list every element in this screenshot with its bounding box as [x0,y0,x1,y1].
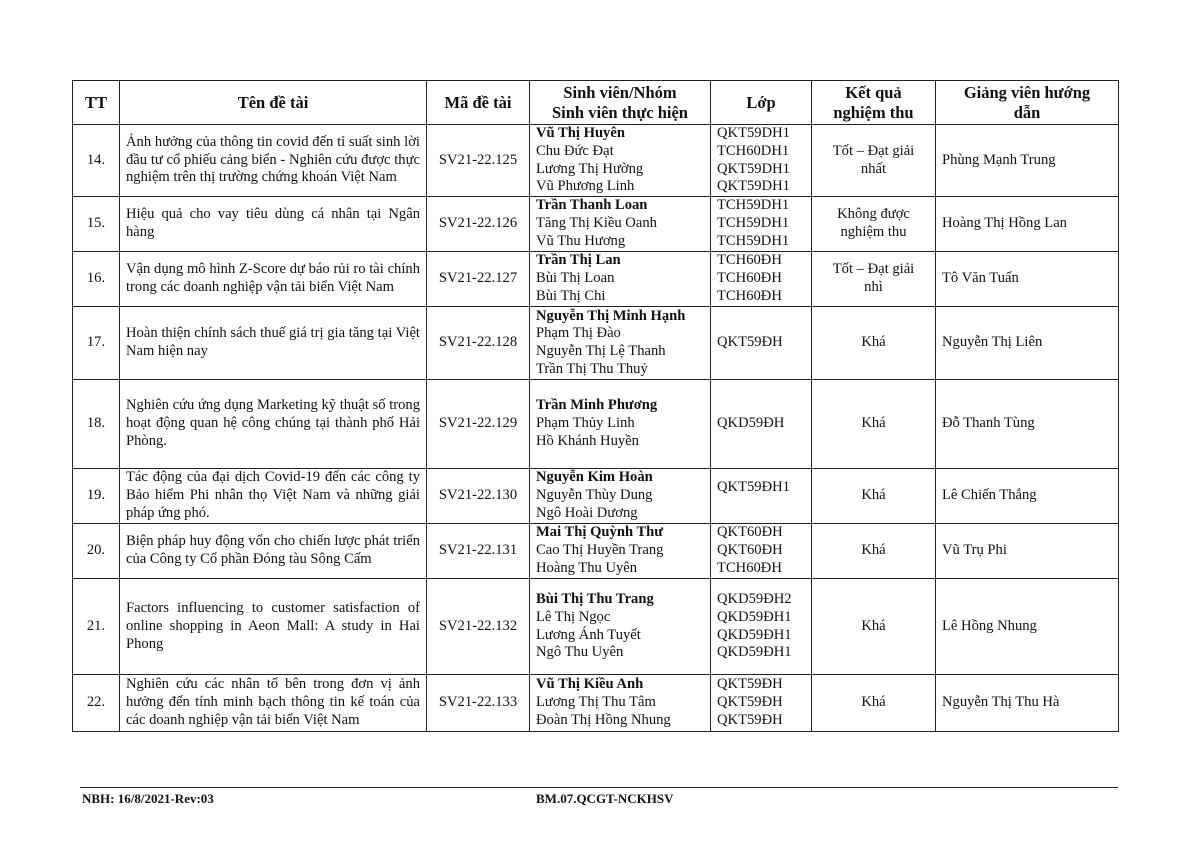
table-row [73,307,1119,380]
result-text: Khá [861,694,886,711]
table-row [73,675,1119,732]
student-member: Nguyễn Thị Lệ Thanh [536,343,666,360]
result [812,380,936,469]
class-code: QKT59DH1 [717,178,790,195]
student-leader: Vũ Thị Kiều Anh [536,676,644,693]
result-text: Khá [861,487,886,504]
student-leader: Trần Minh Phương [536,397,658,414]
footer-rule [80,787,1118,788]
student-member: Bùi Thị Chi [536,288,606,305]
student-list [530,197,711,252]
class-code: QKD59ĐH1 [717,644,792,661]
topic-title: Ảnh hưởng của thông tin covid đến tỉ suất sinh lời đầu tư cổ phiếu cảng biển - Nghiên cứu được thực nghiệm trên thị trường chứng khoán Việt Nam [120,125,427,197]
topic-code: SV21-22.132 [427,579,530,675]
student-leader: Trần Thanh Loan [536,197,648,214]
table-row [73,125,1119,197]
class-code: TCH59DH1 [717,233,790,250]
header-row [73,81,1119,125]
class-code: QKT59DH1 [717,160,790,177]
student-member: Đoàn Thị Hồng Nhung [536,712,671,729]
student-leader: Nguyễn Thị Minh Hạnh [536,307,686,324]
class-list [711,675,812,732]
class-list [711,197,812,252]
advisor: Phùng Mạnh Trung [936,125,1119,197]
header-ten-de-tai: Tên đề tài [120,81,427,125]
class-list [711,524,812,579]
table-row [73,579,1119,675]
advisor: Tô Văn Tuấn [936,252,1119,307]
topic-title: Factors influencing to customer satisfaction of online shopping in Aeon Mall: A study in Hai Phong [120,579,427,675]
class-code: QKT60ĐH [717,542,783,559]
result-text: Tốt – Đạt giải nhất [832,142,915,177]
student-member: Lương Ánh Tuyết [536,626,641,643]
header-ket-qua-line1: Kết quả [845,83,902,102]
advisor: Lê Hồng Nhung [936,579,1119,675]
class-code: QKT59DH1 [717,125,790,141]
footer-revision: NBH: 16/8/2021-Rev:03 [82,791,214,806]
class-list [711,469,812,524]
student-member: Tăng Thị Kiều Oanh [536,215,657,232]
class-code: QKT59ĐH [717,694,783,711]
result [812,579,936,675]
class-code: QKT59ĐH [717,712,783,729]
topic-code: SV21-22.129 [427,380,530,469]
result-text: Khá [861,415,886,432]
result [812,252,936,307]
row-number: 19. [73,469,120,524]
topic-code: SV21-22.128 [427,307,530,380]
student-member: Phạm Thị Đào [536,325,621,342]
topic-title: Vận dụng mô hình Z-Score dự báo rủi ro tài chính trong các doanh nghiệp vận tải biển Việt Nam [120,252,427,307]
student-member: Trần Thị Thu Thuỷ [536,360,648,377]
result-text: Khá [861,542,886,559]
result [812,469,936,524]
header-ket-qua-line2: nghiệm thu [833,102,914,122]
header-sinh-vien-line2: Sinh viên thực hiện [552,102,688,122]
class-code: TCH59DH1 [717,215,790,232]
student-member: Ngô Thu Uyên [536,644,624,661]
class-code: TCH60ĐH [717,252,782,269]
class-code: TCH60ĐH [717,288,782,305]
result-text: Khá [861,617,886,634]
student-member: Vũ Phương Linh [536,178,635,195]
student-member: Vũ Thu Hương [536,233,626,250]
class-code: QKD59ĐH [717,415,785,432]
class-list [711,307,812,380]
student-member: Hồ Khánh Huyền [536,433,639,450]
header-sinh-vien-line1: Sinh viên/Nhóm [563,83,677,102]
class-code: TCH59DH1 [717,197,790,214]
student-list [530,675,711,732]
student-list [530,524,711,579]
table-row [73,197,1119,252]
class-code: QKT60ĐH [717,524,783,541]
advisor: Vũ Trụ Phi [936,524,1119,579]
topic-title: Nghiên cứu các nhân tố bên trong đơn vị ảnh hưởng đến tính minh bạch thông tin kế toán của các doanh nghiệp vận tải biển Việt Nam [120,675,427,732]
student-member: Nguyễn Thùy Dung [536,487,653,504]
class-code: QKT59ĐH1 [717,479,790,496]
advisor: Nguyễn Thị Liên [936,307,1119,380]
header-ket-qua [812,81,936,125]
header-giang-vien-line2: dẫn [1013,102,1041,122]
topic-code: SV21-22.127 [427,252,530,307]
student-member: Lương Thị Hường [536,160,644,177]
topic-code: SV21-22.125 [427,125,530,197]
class-code: QKT59ĐH [717,676,783,693]
topic-title: Nghiên cứu ứng dụng Marketing kỹ thuật số trong hoạt động quan hệ công chúng tại thành phố Hải Phòng. [120,380,427,469]
row-number: 20. [73,524,120,579]
topic-code: SV21-22.126 [427,197,530,252]
table-body [73,125,1119,732]
class-code: QKD59ĐH1 [717,608,792,625]
row-number: 18. [73,380,120,469]
student-member: Cao Thị Huyền Trang [536,542,664,559]
row-number: 14. [73,125,120,197]
result [812,125,936,197]
student-list [530,125,711,197]
row-number: 22. [73,675,120,732]
student-leader: Mai Thị Quỳnh Thư [536,524,664,541]
row-number: 17. [73,307,120,380]
topic-title: Biện pháp huy động vốn cho chiến lược phát triển của Công ty Cổ phần Đóng tàu Sông Cấm [120,524,427,579]
class-code: QKT59ĐH [717,334,783,351]
row-number: 15. [73,197,120,252]
student-list [530,469,711,524]
result [812,307,936,380]
student-leader: Bùi Thị Thu Trang [536,591,654,608]
student-member: Lê Thị Ngọc [536,608,611,625]
result [812,197,936,252]
table-row [73,469,1119,524]
advisor: Nguyễn Thị Thu Hà [936,675,1119,732]
student-member: Lương Thị Thu Tâm [536,694,656,711]
header-lop: Lớp [711,81,812,125]
research-topics-table [72,80,1119,732]
advisor: Đỗ Thanh Tùng [936,380,1119,469]
class-code: QKD59ĐH1 [717,626,792,643]
header-giang-vien-line1: Giảng viên hướng [963,83,1091,102]
advisor: Lê Chiến Thắng [936,469,1119,524]
student-leader: Vũ Thị Huyên [536,125,625,141]
header-tt: TT [73,81,120,125]
student-list [530,380,711,469]
student-leader: Trần Thị Lan [536,252,621,269]
class-list [711,252,812,307]
result-text: Không được nghiệm thu [837,206,910,241]
class-list [711,579,812,675]
student-member: Chu Đức Đạt [536,142,614,159]
student-list [530,252,711,307]
row-number: 16. [73,252,120,307]
row-number: 21. [73,579,120,675]
topic-title: Hiệu quả cho vay tiêu dùng cá nhân tại Ngân hàng [120,197,427,252]
class-list [711,125,812,197]
topic-title: Tác động của đại dịch Covid-19 đến các công ty Bảo hiểm Phi nhân thọ Việt Nam và những giải pháp ứng phó. [120,469,427,524]
table-row [73,252,1119,307]
class-code: TCH60ĐH [717,270,782,287]
result-text: Khá [861,334,886,351]
student-member: Hoàng Thu Uyên [536,560,638,577]
footer-form-code: BM.07.QCGT-NCKHSV [536,791,674,806]
class-list [711,380,812,469]
topic-code: SV21-22.130 [427,469,530,524]
topic-title: Hoàn thiện chính sách thuế giá trị gia tăng tại Việt Nam hiện nay [120,307,427,380]
advisor: Hoàng Thị Hồng Lan [936,197,1119,252]
result [812,524,936,579]
header-ma-de-tai: Mã đề tài [427,81,530,125]
student-list [530,307,711,380]
topic-code: SV21-22.133 [427,675,530,732]
student-leader: Nguyễn Kim Hoàn [536,469,653,486]
table-row [73,524,1119,579]
student-member: Bùi Thị Loan [536,270,615,287]
student-member: Phạm Thủy Linh [536,415,635,432]
result-text: Tốt – Đạt giải nhì [832,261,915,296]
class-code: TCH60DH1 [717,142,790,159]
header-sinh-vien [530,81,711,125]
table-row [73,380,1119,469]
header-giang-vien [936,81,1119,125]
result [812,675,936,732]
class-code: QKD59ĐH2 [717,591,792,608]
topic-code: SV21-22.131 [427,524,530,579]
student-member: Ngô Hoài Dương [536,505,638,522]
class-code: TCH60ĐH [717,560,782,577]
student-list [530,579,711,675]
